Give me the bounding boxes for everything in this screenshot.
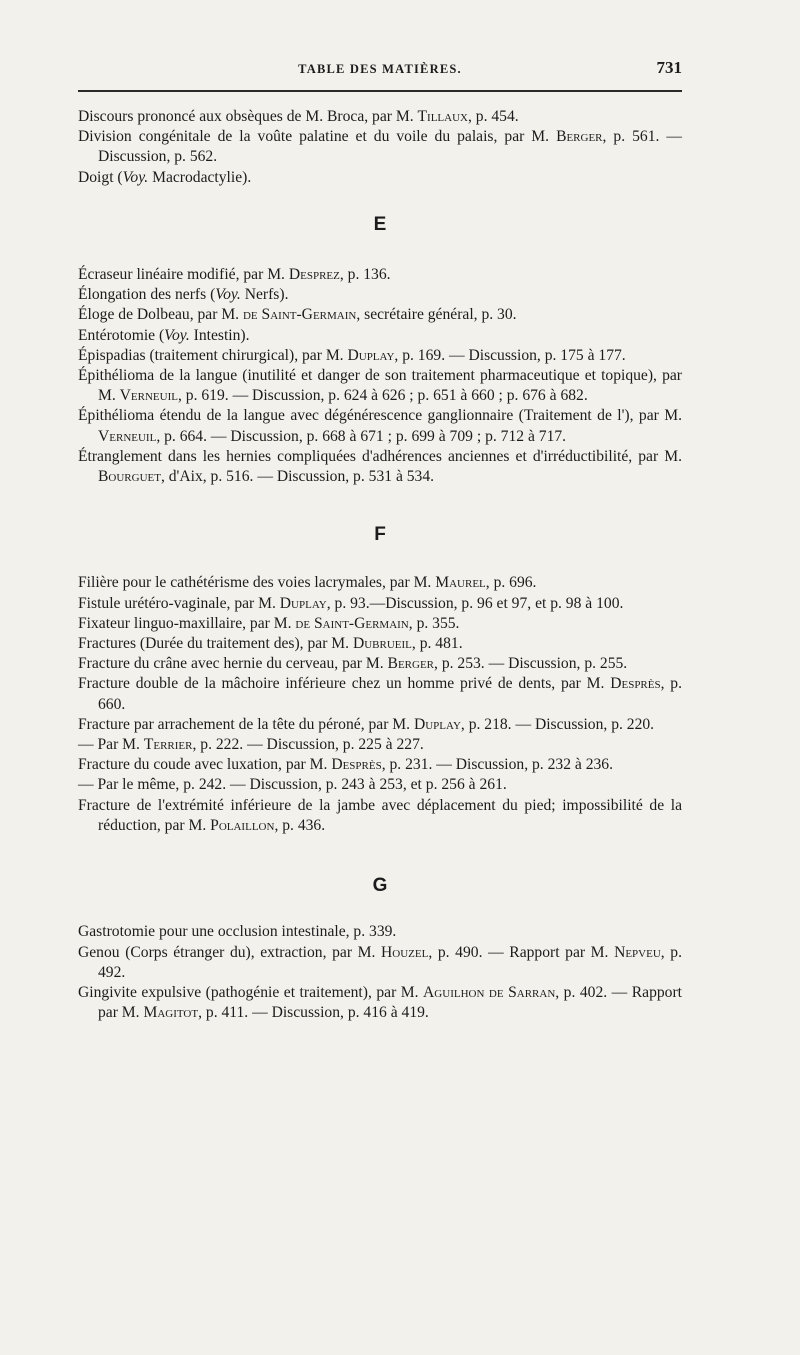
author-name: Duplay: [413, 715, 461, 733]
index-entry: [78, 775, 682, 795]
index-entry: [78, 326, 682, 346]
index-entry: [78, 922, 682, 942]
author-name: Nepveu: [614, 943, 661, 961]
index-entry: [78, 265, 682, 285]
author-name: de Saint-Germain: [242, 306, 357, 324]
entry-text: , p. 454.: [467, 108, 519, 125]
entry-text: Fracture de l'extrémité inférieure de la jambe avec déplacement du pied; impossibilité de la réduction, par M.: [78, 796, 682, 834]
entry-text: Division congénitale de la voûte palatine et du voile du palais, par M.: [78, 128, 557, 146]
author-name: Bourguet: [98, 468, 161, 486]
author-name: Desprès: [610, 675, 661, 693]
entry-text: , p. 93.—Discussion, p. 96 et 97, et p. 98 à 100.: [326, 594, 624, 612]
index-entry: [78, 715, 682, 735]
index-entry: [78, 285, 682, 305]
index-entry: [78, 168, 682, 188]
author-name: Desprès: [331, 756, 382, 774]
section-e: [78, 265, 682, 487]
entry-text: Étranglement dans les hernies compliquées d'adhérences anciennes et d'irréductibilité, par M.: [78, 447, 682, 465]
section-d: [78, 107, 682, 188]
index-entry: [78, 573, 682, 593]
entry-text: — Par le même, p. 242. — Discussion, p. 243 à 253, et p. 256 à 261.: [78, 776, 507, 794]
entry-text: Épithélioma étendu de la langue avec dégénérescence ganglionnaire (Traitement de l'), par M.: [78, 407, 682, 425]
author-name: Aguilhon de Sarran: [423, 983, 556, 1001]
section-letter-e: E: [373, 213, 387, 235]
entry-text: , p. 222. — Discussion, p. 225 à 227.: [192, 736, 424, 754]
author-name: Terrier: [143, 736, 193, 754]
running-title: TABLE DES MATIÈRES.: [298, 62, 462, 76]
page-header: [78, 58, 682, 84]
entry-text: Élongation des nerfs (: [78, 286, 216, 304]
entry-text: , p. 481.: [411, 635, 463, 653]
index-entry: [78, 735, 682, 755]
author-name: Dubrueil: [352, 635, 412, 653]
entry-text: Fracture par arrachement de la tête du péroné, par M.: [78, 715, 414, 733]
cross-reference: Voy.: [164, 326, 190, 344]
entry-text: Épispadias (traitement chirurgical), par M.: [78, 346, 348, 364]
entry-text: Éloge de Dolbeau, par M.: [78, 306, 243, 324]
index-entry: [78, 127, 682, 167]
author-name: Desprez: [288, 266, 340, 284]
entry-text: , p. 231. — Discussion, p. 232 à 236.: [381, 756, 614, 774]
index-entry: [78, 614, 682, 634]
entry-text: Fracture du crâne avec hernie du cerveau, par M.: [78, 655, 388, 673]
entry-text: Nerfs).: [240, 286, 289, 304]
entry-text: Fracture du coude avec luxation, par M.: [78, 756, 332, 774]
page-number: 731: [656, 58, 682, 77]
index-entry: [78, 366, 682, 406]
section-letter-f: F: [374, 524, 386, 546]
author-name: Duplay: [279, 594, 327, 612]
entry-text: , p. 411. — Discussion, p. 416 à 419.: [198, 1004, 429, 1022]
entry-text: , p. 218. — Discussion, p. 220.: [460, 715, 655, 733]
entry-text: , p. 136.: [339, 266, 391, 284]
author-name: Berger: [556, 128, 603, 146]
index-entry: [78, 755, 682, 775]
author-name: Duplay: [347, 346, 395, 364]
author-name: Verneuil: [98, 427, 157, 445]
entry-text: Discours prononcé aux obsèques de M. Broca, par M.: [78, 108, 418, 125]
entry-text: Entérotomie (: [78, 326, 165, 344]
index-entry: [78, 594, 682, 614]
entry-text: , p. 696.: [485, 574, 537, 592]
index-entry: [78, 634, 682, 654]
index-entry: [78, 674, 682, 714]
entry-text: , p. 436.: [274, 816, 326, 834]
entry-text: , p. 169. — Discussion, p. 175 à 177.: [394, 346, 626, 364]
entry-text: , p. 402. — Rapport par M.: [98, 983, 682, 1022]
author-name: de Saint-Germain: [295, 614, 409, 632]
index-entry: [78, 983, 682, 1023]
entry-text: , p. 619. — Discussion, p. 624 à 626 ; p. 651 à 660 ; p. 676 à 682.: [177, 387, 588, 405]
cross-reference: Voy.: [122, 168, 149, 186]
cross-reference: Voy.: [215, 286, 241, 304]
entry-text: Genou (Corps étranger du), extraction, par M.: [78, 943, 382, 961]
entry-text: Gastrotomie pour une occlusion intestinale, p. 339.: [78, 923, 397, 941]
entry-text: Filière pour le cathétérisme des voies lacrymales, par M.: [78, 574, 436, 592]
author-name: Verneuil: [119, 387, 178, 405]
section-g: [78, 922, 682, 1023]
entry-text: , d'Aix, p. 516. — Discussion, p. 531 à 534.: [160, 468, 435, 486]
entry-text: , p. 490. — Rapport par M.: [428, 943, 615, 961]
index-content: [78, 107, 682, 1023]
entry-text: — Par M.: [78, 736, 144, 754]
author-name: Polaillon: [210, 816, 275, 834]
index-entry: [78, 654, 682, 674]
entry-text: , p. 660.: [98, 675, 682, 713]
entry-text: Fractures (Durée du traitement des), par M.: [78, 635, 353, 653]
entry-text: Écraseur linéaire modifié, par M.: [78, 266, 289, 284]
entry-text: , p. 253. — Discussion, p. 255.: [434, 655, 628, 673]
entry-text: Intestin).: [189, 326, 250, 344]
index-entry: [78, 796, 682, 836]
index-entry: [78, 447, 682, 487]
entry-text: Fracture double de la mâchoire inférieure chez un homme privé de dents, par M.: [78, 675, 611, 693]
entry-text: , p. 664. — Discussion, p. 668 à 671 ; p. 699 à 709 ; p. 712 à 717.: [156, 427, 567, 445]
entry-text: Fixateur linguo-maxillaire, par M.: [78, 614, 296, 632]
entry-text: , p. 355.: [408, 614, 460, 632]
author-name: Berger: [387, 655, 435, 673]
entry-text: Gingivite expulsive (pathogénie et traitement), par M.: [78, 983, 424, 1001]
section-f: [78, 573, 682, 836]
entry-text: , secrétaire général, p. 30.: [356, 306, 517, 324]
index-entry: [78, 305, 682, 325]
entry-text: Macrodactylie).: [148, 168, 252, 186]
entry-text: Fistule urétéro-vaginale, par M.: [78, 594, 280, 612]
author-name: Houzel: [381, 943, 429, 961]
index-entry: [78, 943, 682, 983]
index-entry: [78, 107, 682, 127]
entry-text: , p. 561. — Discussion, p. 562.: [98, 128, 682, 166]
header-rule: [78, 90, 682, 92]
author-name: Maurel: [435, 574, 486, 592]
entry-text: Épithélioma de la langue (inutilité et danger de son traitement pharmaceutique et topique), par M.: [78, 367, 682, 405]
author-name: Magitot: [143, 1004, 199, 1022]
entry-text: Doigt (: [78, 168, 123, 186]
index-entry: [78, 406, 682, 446]
entry-text: , p. 492.: [98, 943, 682, 981]
author-name: Tillaux: [417, 108, 468, 125]
section-letter-g: G: [372, 875, 388, 897]
index-entry: [78, 346, 682, 366]
